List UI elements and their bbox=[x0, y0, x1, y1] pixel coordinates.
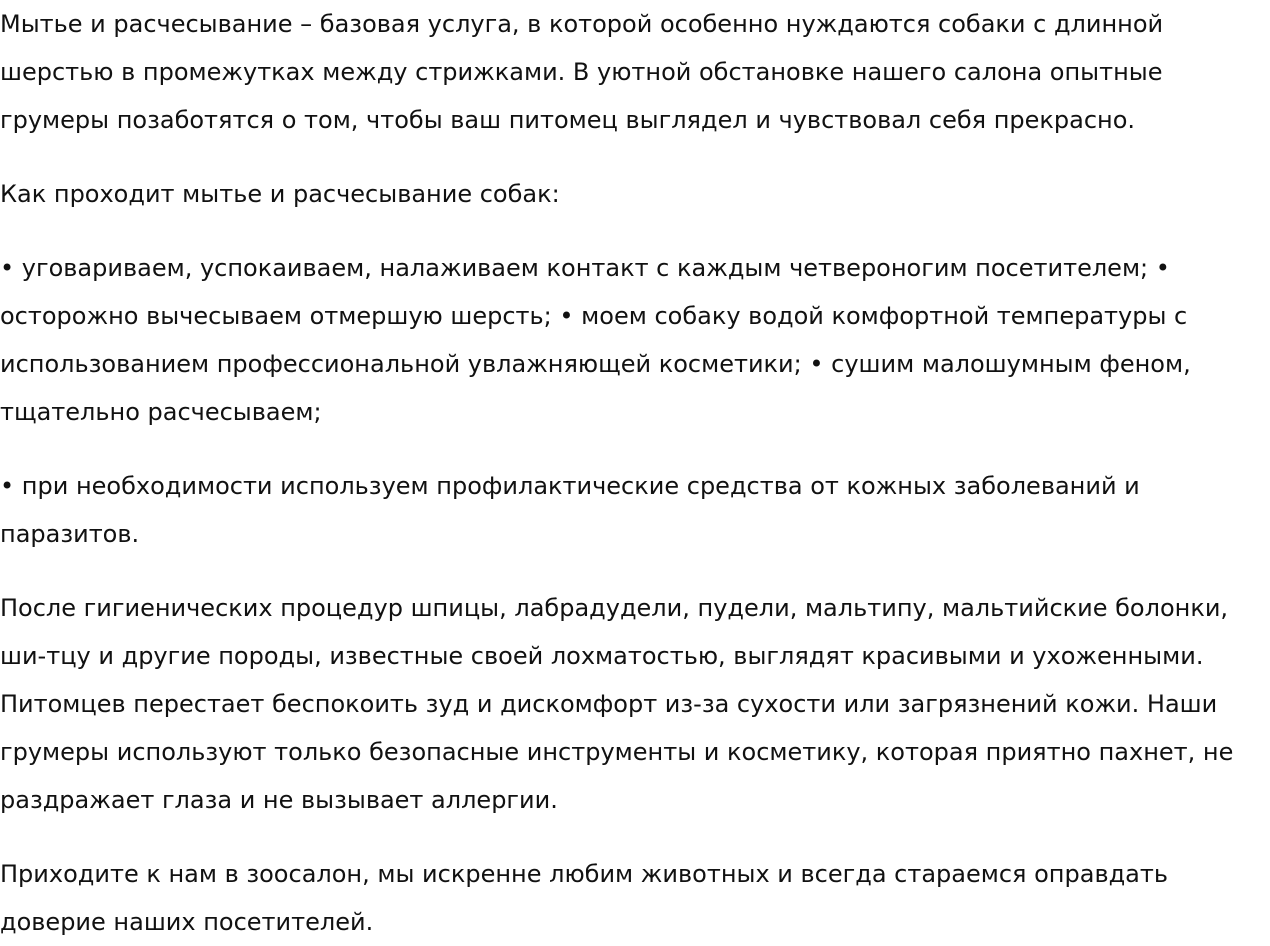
results-paragraph: После гигиенических процедур шпицы, лабрадудели, пудели, мальтипу, мальтийские болонки, ши-тцу и другие породы, известные своей лохматостью, выглядят красивыми и ухоженными. Питомцев перестает беспокоить зуд и дискомфорт из-за сухости или загрязнений кожи. Наши грумеры используют только безопасные инструменты и косметику, которая приятно пахнет, не раздражает глаза и не вызывает аллергии. bbox=[0, 594, 1234, 814]
intro-paragraph: Мытье и расчесывание – базовая услуга, в которой особенно нуждаются собаки с длинной шерстью в промежутках между стрижками. В уютной обстановке нашего салона опытные грумеры позаботятся о том, чтобы ваш питомец выглядел и чувствовал себя прекрасно. bbox=[0, 10, 1164, 134]
closing-paragraph: Приходите к нам в зоосалон, мы искренне любим животных и всегда стараемся оправдать доверие наших посетителей. bbox=[0, 860, 1169, 936]
prevention-paragraph: • при необходимости используем профилактические средства от кожных заболеваний и паразитов. bbox=[0, 472, 1140, 548]
process-steps-paragraph: • уговариваем, успокаиваем, налаживаем контакт с каждым четвероногим посетителем; • осторожно вычесываем отмершую шерсть; • моем собаку водой комфортной температуры с использованием профессиональной увлажняющей косметики; • сушим малошумным феном, тщательно расчесываем; bbox=[0, 254, 1191, 426]
process-heading: Как проходит мытье и расчесывание собак: bbox=[0, 180, 560, 208]
